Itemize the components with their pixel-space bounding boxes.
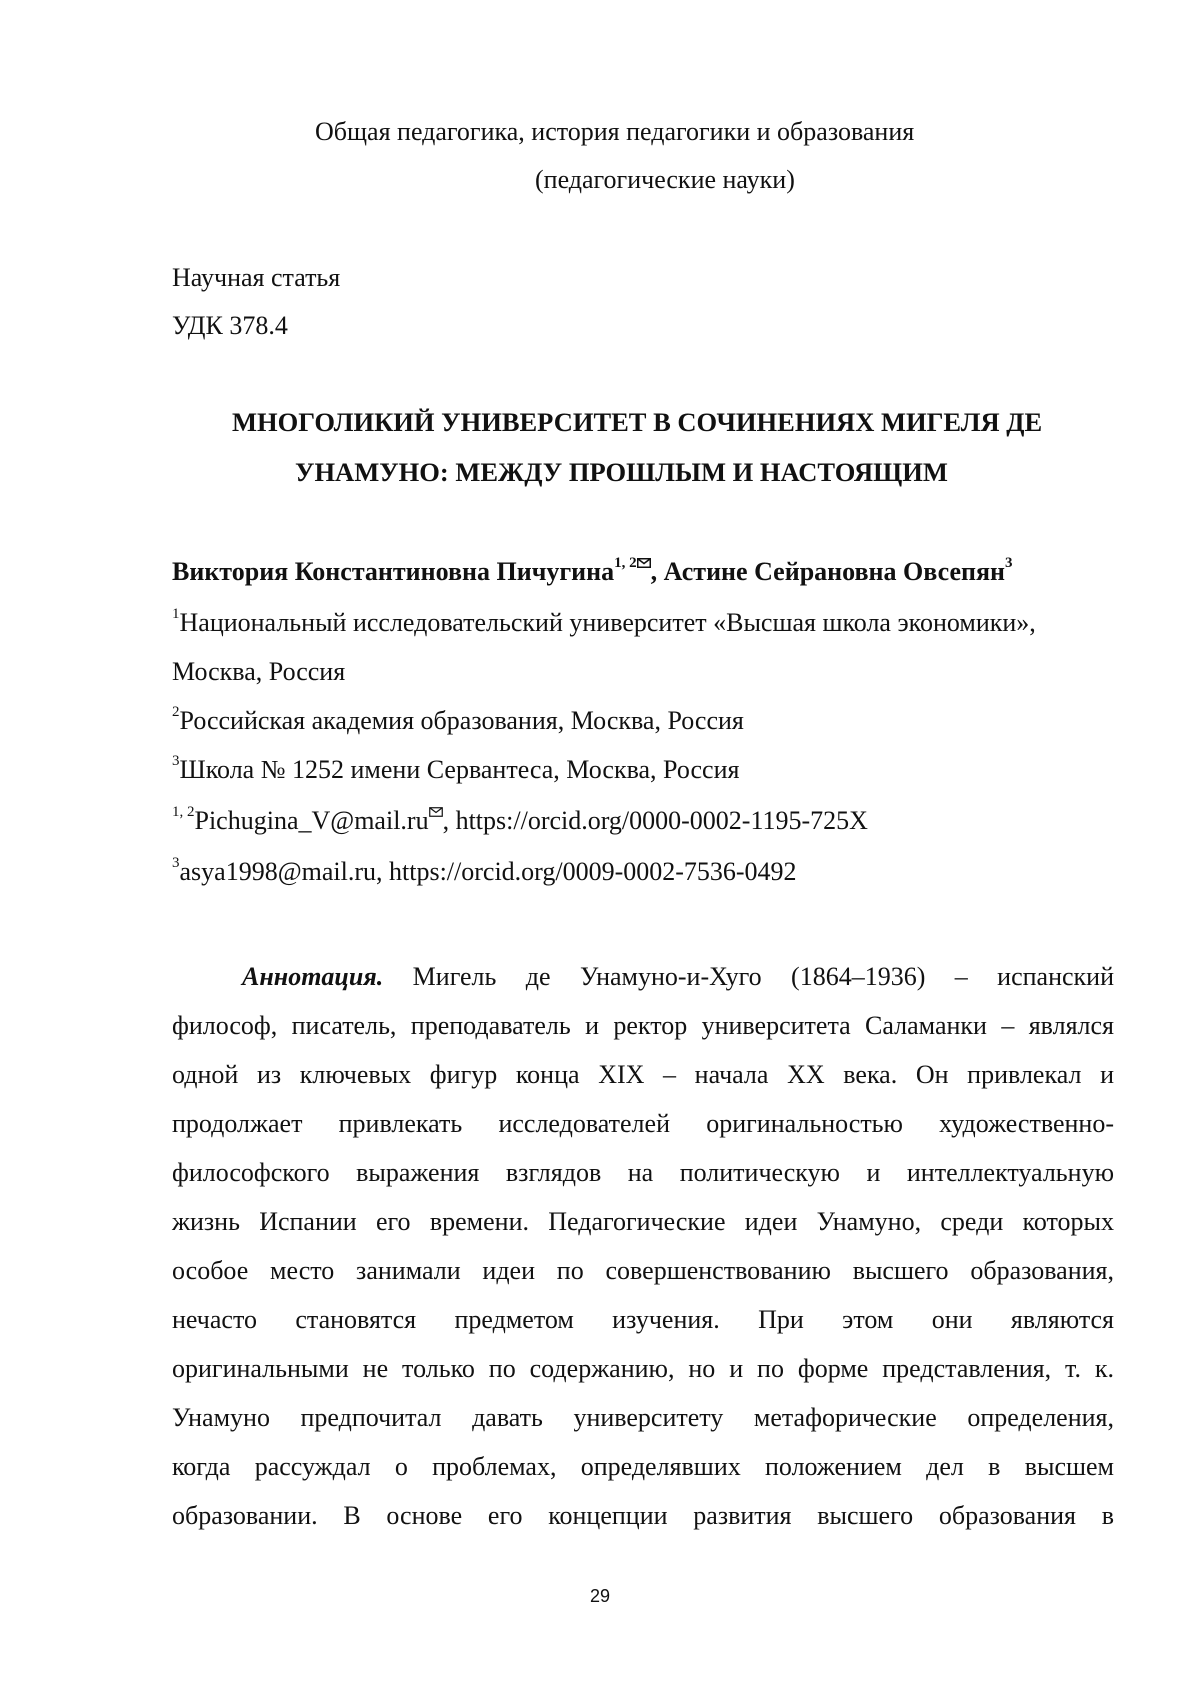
contact-1 bbox=[172, 805, 868, 837]
envelope-icon bbox=[637, 558, 651, 568]
abstract-first-line-text: Мигель де Унамуно-и-Хуго (1864–1936) – испанский bbox=[412, 962, 1114, 991]
affiliation-3-text: Школа № 1252 имени Сервантеса, Москва, Россия bbox=[179, 755, 740, 784]
abstract-line: оригинальными не только по содержанию, но и по форме представления, т. к. bbox=[172, 1354, 1114, 1383]
affiliation-1-mark: 1 bbox=[172, 606, 180, 623]
abstract-line: особое место занимали идеи по совершенствованию высшего образования, bbox=[172, 1256, 1114, 1285]
affiliation-1-text: Национальный исследовательский университет «Высшая школа экономики», bbox=[179, 608, 1036, 637]
affiliation-1-continued: Москва, Россия bbox=[172, 657, 346, 686]
contact-2-text[interactable]: asya1998@mail.ru, https://orcid.org/0009-0002-7536-0492 bbox=[179, 857, 797, 886]
abstract-line: образовании. В основе его концепции развития высшего образования в bbox=[172, 1501, 1114, 1530]
affiliation-3 bbox=[172, 754, 739, 786]
abstract-line: Унамуно предпочитал давать университету метафорические определения, bbox=[172, 1403, 1114, 1432]
abstract-line: философского выражения взглядов на политическую и интеллектуальную bbox=[172, 1158, 1114, 1187]
abstract-line: одной из ключевых фигур конца XIX – начала XX века. Он привлекал и bbox=[172, 1060, 1114, 1089]
abstract-line: жизнь Испании его времени. Педагогические идеи Унамуно, среди которых bbox=[172, 1207, 1114, 1236]
abstract-label: Аннотация. bbox=[242, 962, 384, 991]
affiliation-2-text: Российская академия образования, Москва, Россия bbox=[179, 706, 744, 735]
author-2-name: Астине Сейрановна Овсепян bbox=[663, 557, 1006, 586]
article-title-line-2: УНАМУНО: МЕЖДУ ПРОШЛЫМ И НАСТОЯЩИМ bbox=[295, 457, 948, 487]
envelope-icon bbox=[429, 807, 443, 817]
abstract-line: продолжает привлекать исследователей оригинальностью художественно- bbox=[172, 1109, 1114, 1138]
udk-code: УДК 378.4 bbox=[172, 311, 288, 340]
author-1-name: Виктория Константиновна Пичугина bbox=[172, 557, 615, 586]
abstract-line: когда рассуждал о проблемах, определявших положением дел в высшем bbox=[172, 1452, 1114, 1481]
abstract-line bbox=[172, 952, 1114, 1001]
abstract bbox=[172, 952, 1114, 1540]
affiliation-2 bbox=[172, 705, 744, 737]
author-2-affiliation-mark: 3 bbox=[1005, 555, 1013, 572]
authors-line bbox=[172, 556, 1013, 588]
abstract-line: нечасто становятся предметом изучения. При этом они являются bbox=[172, 1305, 1114, 1334]
author-1-affiliation-marks: 1, 2 bbox=[614, 555, 637, 572]
contact-2-mark: 3 bbox=[172, 855, 180, 872]
authors-separator: , bbox=[650, 557, 664, 586]
affiliation-1 bbox=[172, 607, 1036, 639]
contact-2 bbox=[172, 856, 797, 888]
contact-1-orcid[interactable]: , https://orcid.org/0000-0002-1195-725X bbox=[442, 806, 868, 835]
rubric-heading: Общая педагогика, история педагогики и образования bbox=[315, 117, 915, 146]
affiliation-2-mark: 2 bbox=[172, 704, 180, 721]
affiliation-3-mark: 3 bbox=[172, 753, 180, 770]
contact-1-email[interactable]: Pichugina_V@mail.ru bbox=[194, 806, 429, 835]
page-number: 29 bbox=[589, 1586, 611, 1606]
article-type: Научная статья bbox=[172, 263, 341, 292]
abstract-line: философ, писатель, преподаватель и ректор университета Саламанки – являлся bbox=[172, 1011, 1114, 1040]
rubric-subheading: (педагогические науки) bbox=[535, 165, 795, 194]
article-title-line-1: МНОГОЛИКИЙ УНИВЕРСИТЕТ В СОЧИНЕНИЯХ МИГЕЛЯ ДЕ bbox=[232, 407, 1043, 437]
contact-1-marks: 1, 2 bbox=[172, 804, 195, 821]
